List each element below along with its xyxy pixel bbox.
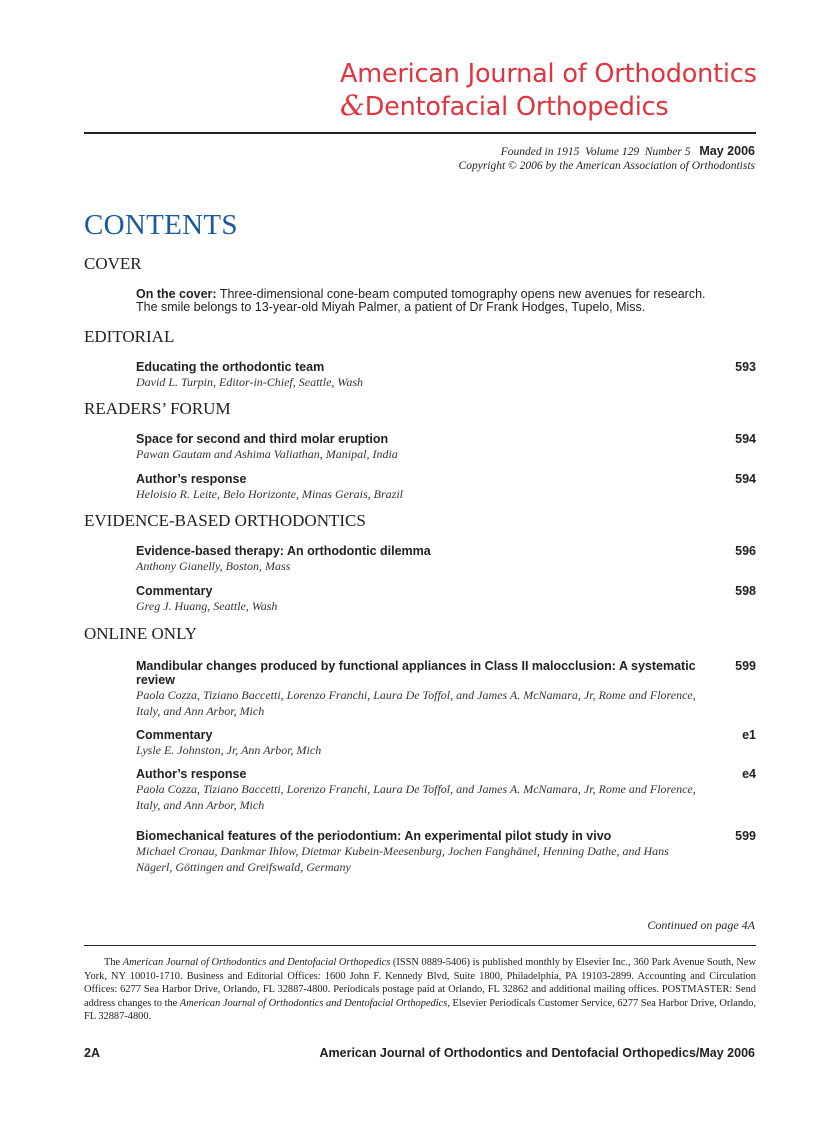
footer-journal-title: American Journal of Orthodontics and Dentofacial Orthopedics/May 2006 (319, 1046, 755, 1060)
ampersand-logo: & (340, 89, 365, 122)
toc-entry[interactable] (84, 767, 756, 813)
entry-authors: Lysle E. Johnston, Jr, Ann Arbor, Mich (136, 743, 322, 757)
copyright-text: Copyright © 2006 by the American Association of Orthodontists (458, 160, 755, 172)
section-heading-editorial: EDITORIAL (84, 327, 175, 346)
toc-entry[interactable] (84, 472, 756, 502)
entry-page: 594 (735, 472, 756, 486)
entry-authors: Michael Cronau, Dankmar Ihlow, Dietmar Kubein-Meesenburg, Jochen Fanghänel, Henning Dathe, and Hans Nägerl, Göttingen and Greifswald, Germany (136, 844, 669, 874)
entry-authors: Paola Cozza, Tiziano Baccetti, Lorenzo Franchi, Laura De Toffol, and James A. McNamara, Jr, Rome and Florence, Italy, and Ann Arbor, Mich (136, 688, 696, 718)
issue-date: May 2006 (699, 144, 755, 158)
toc-entry[interactable] (84, 728, 756, 758)
entry-authors: Paola Cozza, Tiziano Baccetti, Lorenzo Franchi, Laura De Toffol, and James A. McNamara, Jr, Rome and Florence, Italy, and Ann Arbor, Mich (136, 782, 696, 812)
entry-title[interactable]: Biomechanical features of the periodontium: An experimental pilot study in vivo (136, 829, 612, 843)
entry-page: e4 (742, 767, 756, 781)
journal-masthead (340, 58, 755, 123)
toc-entry[interactable] (84, 829, 756, 875)
entry-title[interactable]: Commentary (136, 584, 213, 598)
entry-title[interactable]: Space for second and third molar eruption (136, 432, 389, 446)
journal-name: American Journal of Orthodontics and Dentofacial Orthopedics (179, 997, 448, 1009)
entry-authors: Greg J. Huang, Seattle, Wash (136, 599, 278, 613)
pub-text: The (104, 957, 123, 968)
number-text: Number 5 (644, 146, 691, 158)
masthead-line-2-text: Dentofacial Orthopedics (364, 92, 669, 122)
toc-entry[interactable] (84, 432, 756, 462)
cover-text: Three-dimensional cone-beam computed tomography opens new avenues for research. The smile belongs to 13-year-old Miyah Palmer, a patient of Dr Frank Hodges, Tupelo, Miss. (136, 287, 706, 314)
journal-name: American Journal of Orthodontics and Dentofacial Orthopedics (122, 957, 391, 968)
entry-page: 599 (735, 659, 756, 673)
pub-text: (ISSN 0889-5406) is published monthly by Elsevier Inc., 360 Park Avenue South, New York, NY 10010-1710. Business and Editorial Offices: 1600 John F. Kennedy Blvd, Suite 1800, Philadelphia, PA 19103-2899. Accounting and Circulation Offices: 6277 Sea Harbor Drive, Orlando, FL 32887-4800. Periodicals postage paid at Orlando, FL 32862 and additional mailing offices. POSTMASTER: Send address changes to the (84, 957, 756, 1009)
masthead-line-2 (340, 90, 755, 123)
entry-authors: Anthony Gianelly, Boston, Mass (136, 559, 291, 573)
toc-entry[interactable] (84, 584, 756, 614)
issue-line (459, 144, 755, 159)
section-heading-cover: COVER (84, 254, 142, 273)
toc-entry[interactable] (84, 360, 756, 390)
pub-text: , Elsevier Periodicals Customer Service, 6277 Sea Harbor Drive, Orlando, FL 32887-4800. (84, 997, 757, 1023)
table-of-contents (84, 253, 756, 875)
section-heading-readers-forum: READERS’ FORUM (84, 399, 231, 418)
entry-page: 596 (735, 544, 756, 558)
founded-text: Founded in 1915 (500, 146, 580, 158)
toc-entry[interactable] (84, 544, 756, 574)
section-heading-online-only: ONLINE ONLY (84, 624, 198, 643)
continued-link[interactable]: Continued on page 4A (647, 918, 755, 932)
section-heading-evidence-based: EVIDENCE-BASED ORTHODONTICS (84, 511, 366, 530)
issue-info (459, 144, 755, 173)
entry-title[interactable]: Educating the orthodontic team (136, 360, 325, 374)
entry-page: 593 (735, 360, 756, 374)
entry-page: e1 (742, 728, 756, 742)
cover-description (84, 288, 756, 314)
entry-title[interactable]: Author’s response (136, 472, 247, 486)
entry-page: 594 (735, 432, 756, 446)
entry-authors: Heloisio R. Leite, Belo Horizonte, Minas Gerais, Brazil (136, 487, 403, 501)
entry-title[interactable]: Mandibular changes produced by functional appliances in Class II malocclusion: A systematic review (136, 659, 696, 687)
toc-entry[interactable] (84, 659, 756, 719)
entry-title[interactable]: Commentary (136, 728, 213, 742)
page-title: CONTENTS (84, 209, 238, 241)
header-rule (84, 132, 756, 134)
entry-page: 599 (735, 829, 756, 843)
page-number: 2A (84, 1046, 100, 1060)
entry-title[interactable]: Evidence-based therapy: An orthodontic dilemma (136, 544, 431, 558)
entry-title[interactable]: Author’s response (136, 767, 247, 781)
footer-rule (84, 945, 756, 946)
masthead-line-1: American Journal of Orthodontics (340, 59, 757, 89)
entry-authors: Pawan Gautam and Ashima Valiathan, Manipal, India (136, 447, 398, 461)
cover-lead: On the cover: (136, 287, 217, 301)
publication-info (84, 956, 756, 1024)
volume-text: Volume 129 (585, 146, 640, 158)
entry-authors: David L. Turpin, Editor-in-Chief, Seattle, Wash (136, 375, 363, 389)
entry-page: 598 (735, 584, 756, 598)
